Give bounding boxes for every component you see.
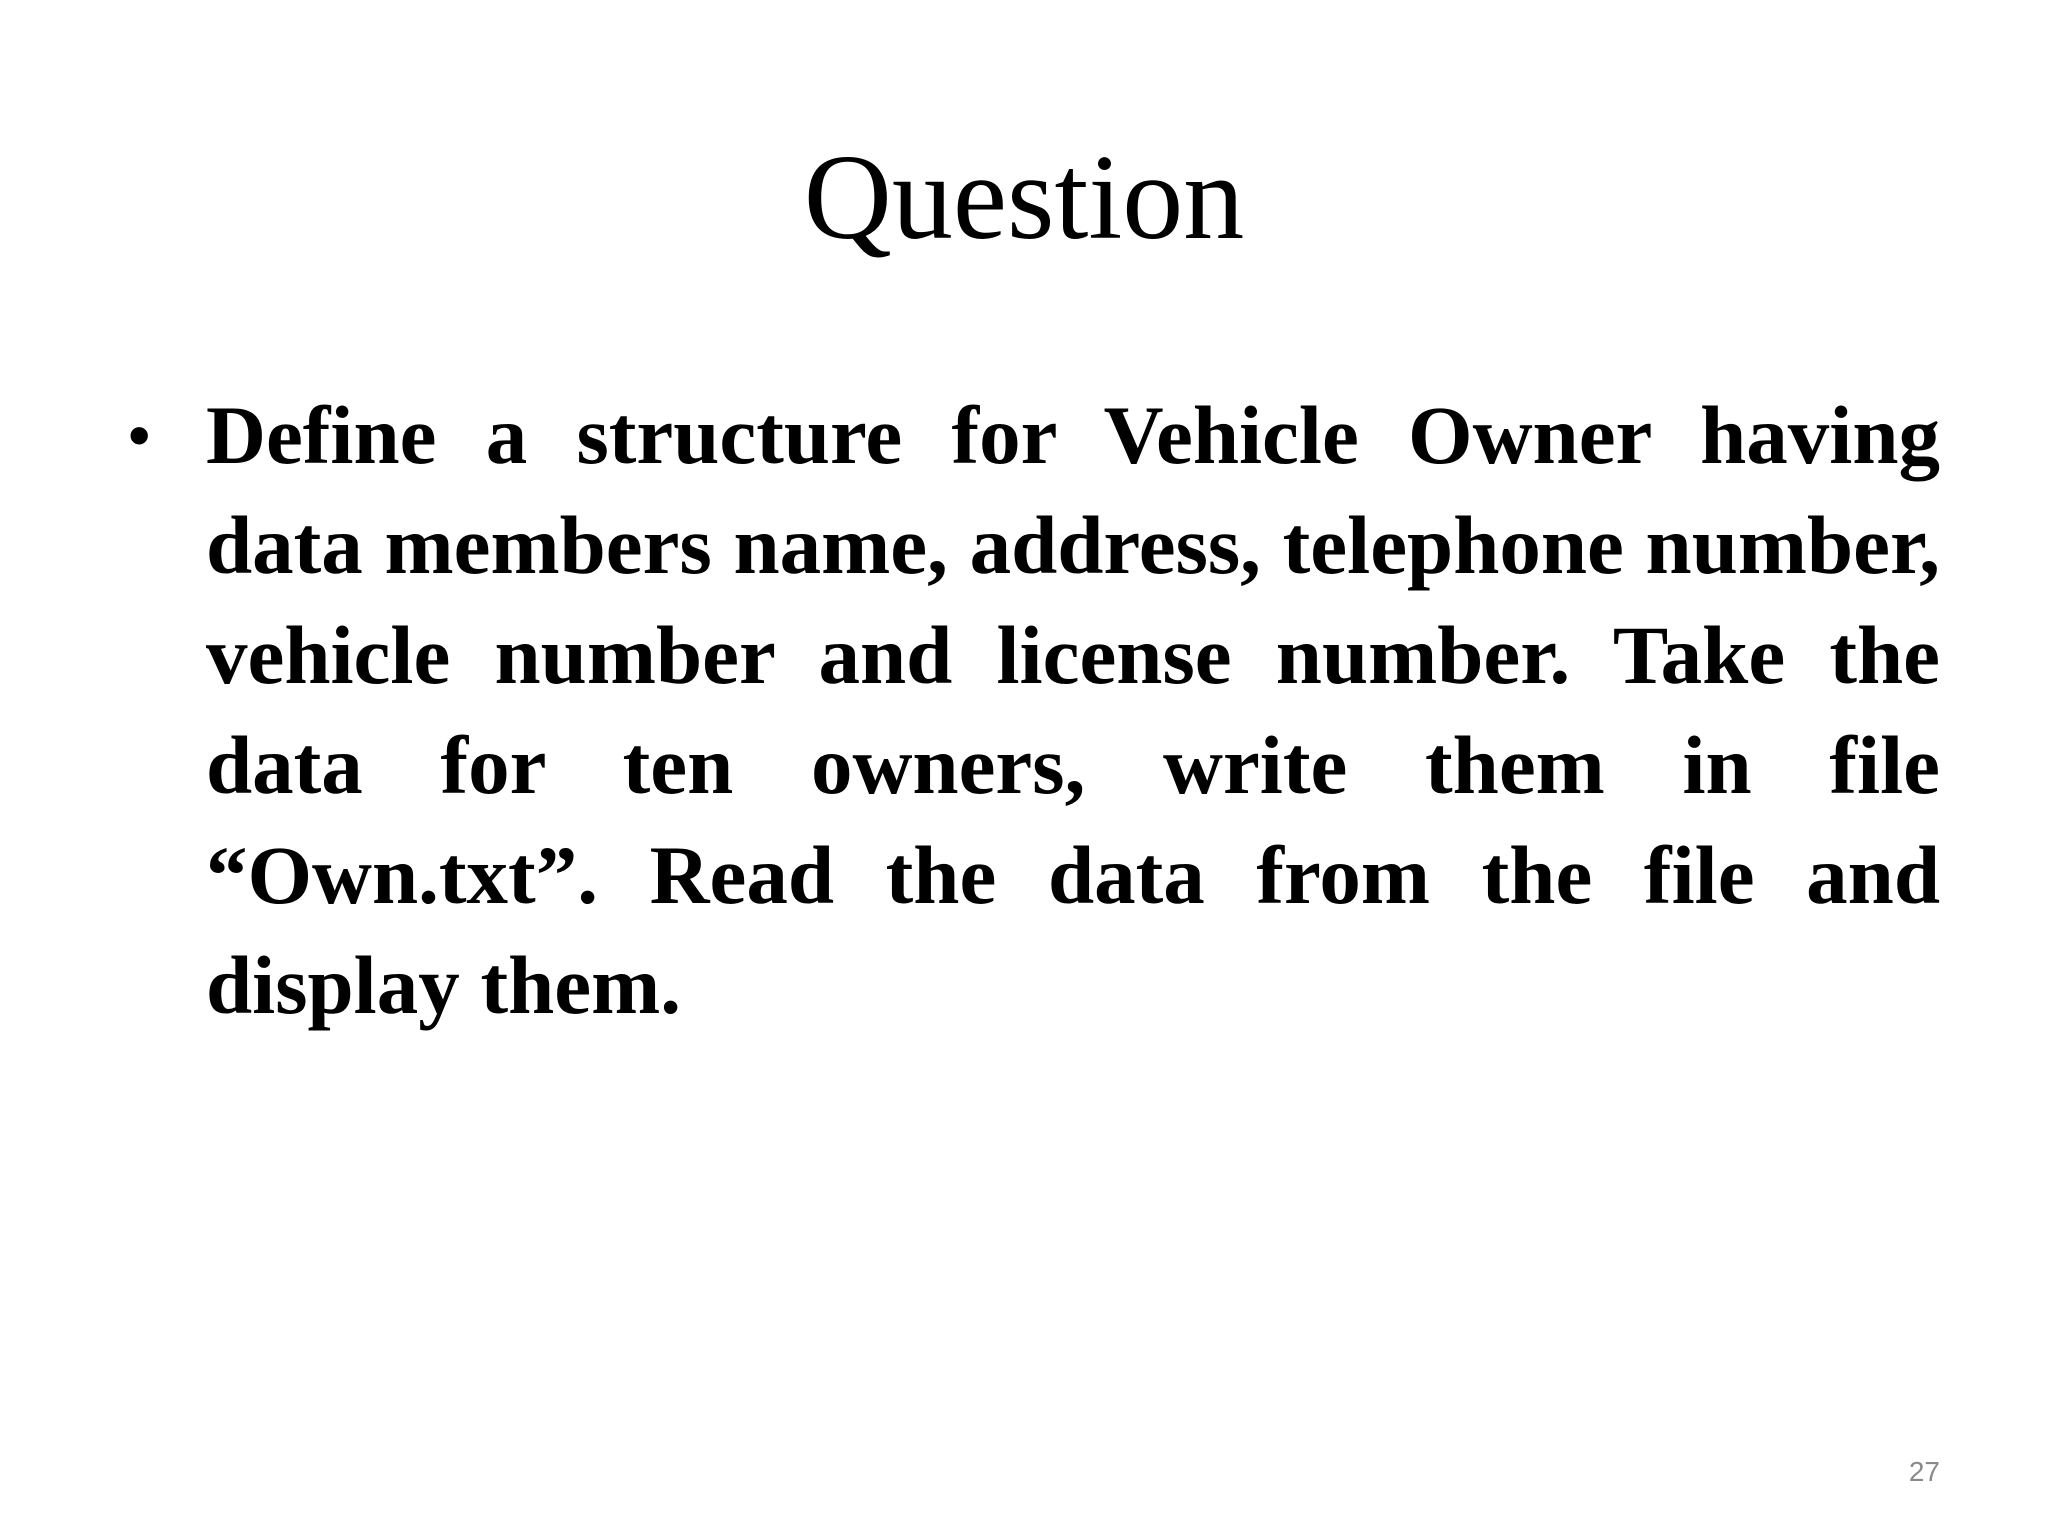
bullet-item xyxy=(120,380,1940,1040)
slide-number: 27 xyxy=(1908,1456,1940,1487)
bullet-list xyxy=(120,380,1940,1040)
slide-title: Question xyxy=(803,130,1245,265)
bullet-text: Define a structure for Vehicle Owner having data members name, address, telephone number, vehicle number and license number. Take the data for ten owners, write them in file “Own.txt”. Read the data from the file and display them. xyxy=(206,389,1940,1031)
bullet-marker: • xyxy=(128,399,151,471)
